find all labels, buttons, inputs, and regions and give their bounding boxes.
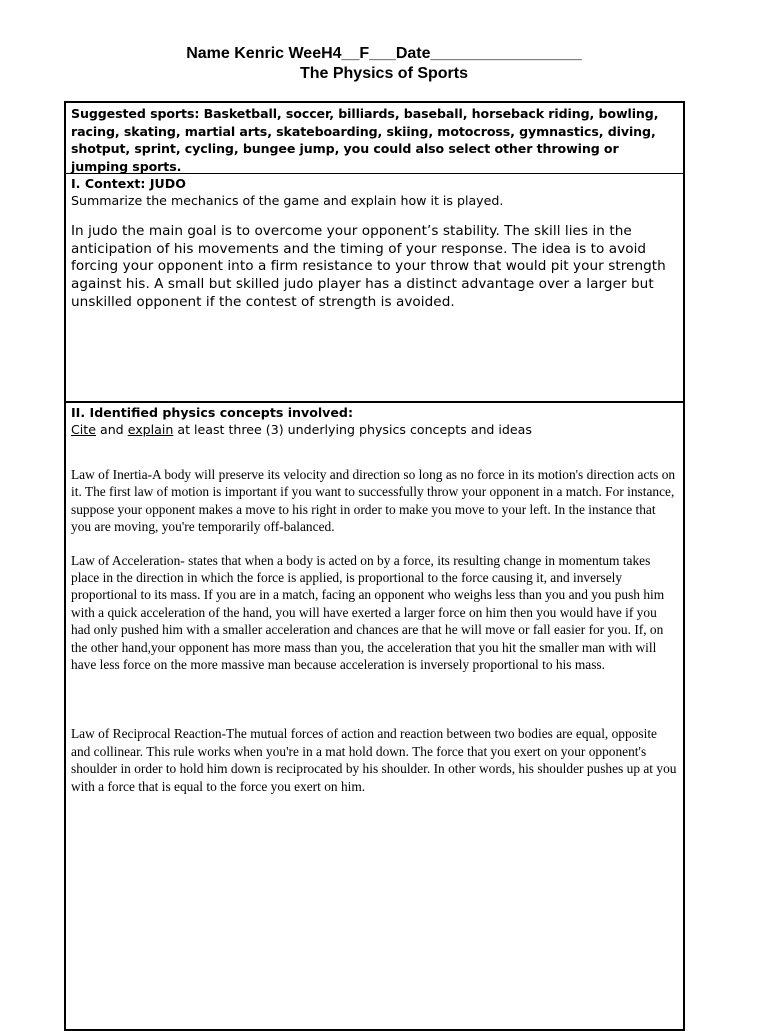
suggested-sports-text: Suggested sports: Basketball, soccer, billiards, baseball, horseback riding, bowling, racing, skating, martial arts, skateboarding, skiing, motocross, gymnastics, diving, shotput, sprint, cycling, bungee jump, you could also select other throwing or jumping sports. (71, 106, 659, 174)
law-of-acceleration-paragraph: Law of Acceleration- states that when a body is acted on by a force, its resulting change in momentum takes place in the direction in which the force is applied, is proportional to the force causing it, and inversely proportional to its mass. If you are in a match, facing an opponent who weighs less than you and you push him with a quick acceleration of the hand, you will have exerted a larger force on him then you would have if you had only pushed him with a smaller acceleration and chances are that he will move or fall easier for you. If, on the other hand,your opponent has more mass than you, the acceleration that you hit the smaller man with will have less force on the more massive man because acceleration is inversely proportional to his mass. (71, 552, 665, 673)
document-title: The Physics of Sports (299, 65, 469, 82)
and-word: and (95, 422, 128, 437)
physics-concepts-cell (66, 403, 683, 1029)
context-cell (66, 174, 683, 403)
name-date-line: Name Kenric WeeH4__F___Date_________________ (186, 45, 582, 62)
explain-word: explain (127, 422, 174, 437)
prompt-rest: at least three (3) underlying physics concepts and ideas (173, 422, 532, 437)
document-header (0, 44, 768, 84)
concepts-prompt (71, 421, 678, 438)
law-of-reciprocal-reaction-paragraph: Law of Reciprocal Reaction-The mutual forces of action and reaction between two bodies are equal, opposite and collinear. This rule works when you're in a mat hold down. The force that you exert on your opponent's shoulder in order to hold him down is reciprocated by his shoulder. In other words, his shoulder pushes up at you with a force that is equal to the force you exert on him. (71, 726, 677, 794)
cite-word: Cite (71, 422, 96, 437)
worksheet-table (64, 101, 685, 1031)
concepts-heading: II. Identified physics concepts involved: (71, 405, 353, 420)
suggested-sports-cell (66, 103, 683, 174)
law-of-inertia-paragraph: Law of Inertia-A body will preserve its velocity and direction so long as no force in its motion's direction acts on it. The first law of motion is important if you want to successfully throw your opponent in a match. For instance, suppose your opponent makes a move to his right in order to make you move to your left. In the instance that you are moving, you're temporarily off-balanced. (71, 467, 676, 535)
context-body: In judo the main goal is to overcome your opponent’s stability. The skill lies in the anticipation of his movements and the timing of your response. The idea is to avoid forcing your opponent into a firm resistance to your throw that would pit your strength against his. A small but skilled judo player has a distinct advantage over a larger but unskilled opponent if the contest of strength is avoided. (71, 223, 666, 310)
context-heading: I. Context: JUDO (71, 176, 186, 191)
context-prompt: Summarize the mechanics of the game and explain how it is played. (71, 193, 504, 208)
